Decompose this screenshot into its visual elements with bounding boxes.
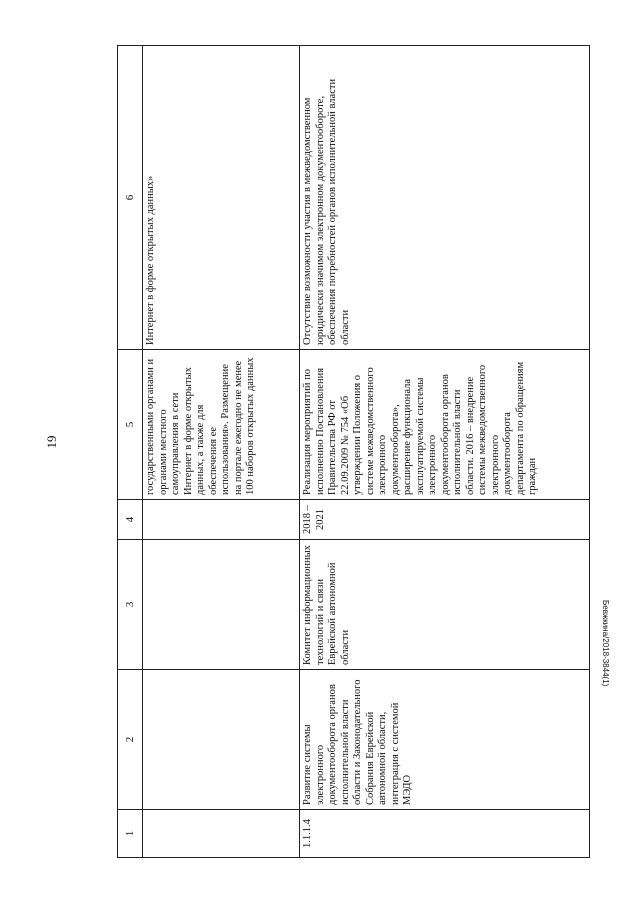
header-col-3: 3 (118, 540, 143, 670)
header-col-2: 2 (118, 670, 143, 810)
program-measures-table (117, 45, 590, 858)
header-col-1: 1 (118, 810, 143, 858)
cell-consequences: Отсутствие возможности участия в межведомственном юридически значимом электронном документообороте, обеспечения потребностей органов исполнительной власти области (300, 46, 590, 350)
cell-measure-name (143, 670, 300, 810)
header-col-4: 4 (118, 500, 143, 540)
header-col-6: 6 (118, 46, 143, 350)
cell-period: 2018 – 2021 (300, 500, 590, 540)
page-number: 19 (44, 435, 59, 449)
cell-measure-name: Развитие системы электронного документооборота органов исполнительной власти области и Законодательного Собрания Еврейской автономной области, интеграция с системой МЭДО (300, 670, 590, 810)
cell-consequences: Интернет в форме открытых данных» (143, 46, 300, 350)
cell-expected-result: государственными органами и органами местного самоуправления в сети Интернет в форме открытых данных, а также для обеспечения ее использования». Размещение на портале ежегодно не менее 100 наборов открытых данных (143, 350, 300, 500)
table-row-1-1-1-4 (300, 46, 590, 858)
table-row-continuation (143, 46, 300, 858)
rotated-table-container (117, 46, 588, 858)
header-col-5: 5 (118, 350, 143, 500)
header-row (118, 46, 143, 858)
cell-number (143, 810, 300, 858)
cell-executor (143, 540, 300, 670)
cell-number: 1.1.1.4 (300, 810, 590, 858)
document-code: Бевжкина/2018-3844(1) (601, 600, 610, 687)
cell-period (143, 500, 300, 540)
cell-executor: Комитет информационных технологий и связи Еврейской автономной области (300, 540, 590, 670)
cell-expected-result: Реализация мероприятий по исполнению Постановления Правительства РФ от 22.09.2009 № 754 «Об утверждении Положения о системе межведомственного электронного документооборота», расширение функционала эксплуатируемой системы электронного документооборота органов исполнительной власти области. 2016 – внедрение системы межведомственного электронного документооборота департамента по обращениям граждан (300, 350, 590, 500)
